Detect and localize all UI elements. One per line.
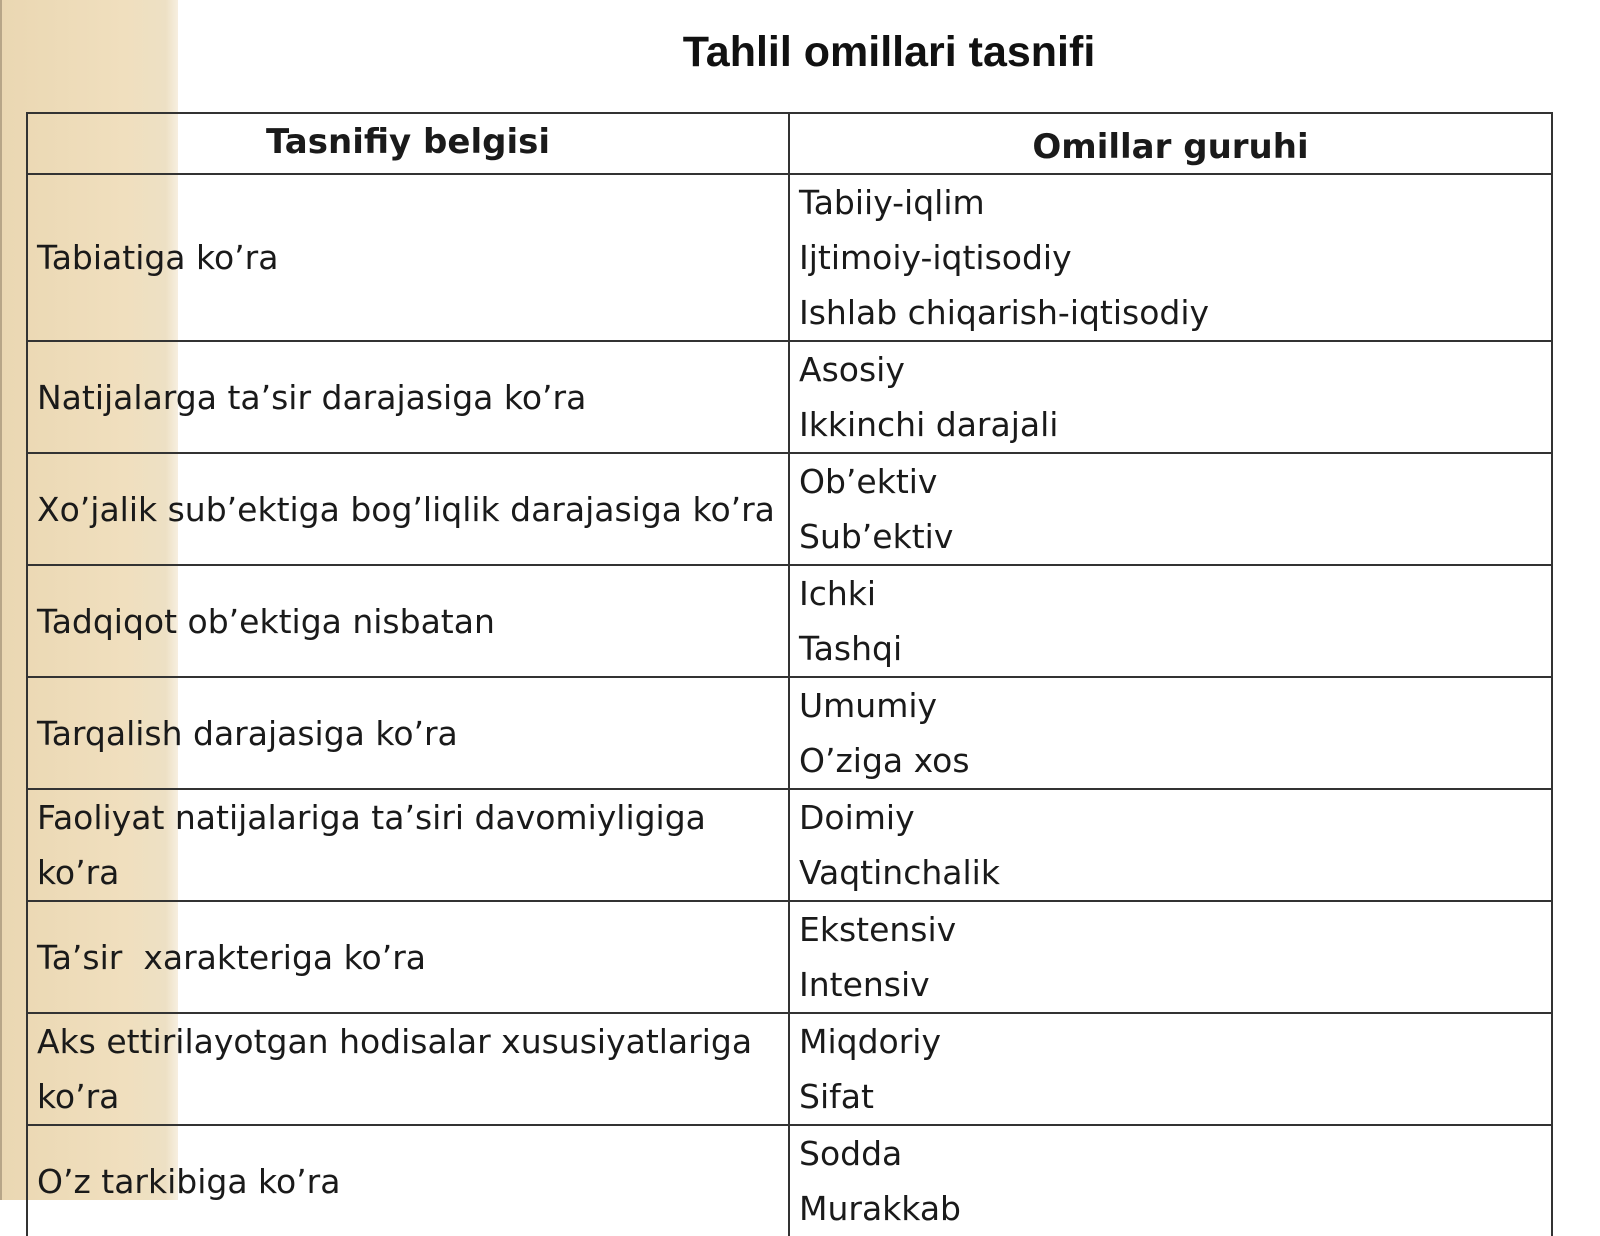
classification-sign-cell: Aks ettirilayotgan hodisalar xususiyatlariga ko’ra xyxy=(27,1013,789,1125)
header-factor-groups: Omillar guruhi xyxy=(789,113,1552,174)
page-title: Tahlil omillari tasnifi xyxy=(682,28,1096,76)
factor-group-item: Ob’ektiv xyxy=(799,462,938,501)
factor-group-item: Ijtimoiy-iqtisodiy xyxy=(799,238,1072,277)
table-row xyxy=(27,453,1552,565)
factor-group-item: Miqdoriy xyxy=(799,1022,941,1061)
factor-group-item: Umumiy xyxy=(799,686,938,725)
factor-group-item: Ishlab chiqarish-iqtisodiy xyxy=(799,293,1210,332)
factor-group-item: Ichki xyxy=(799,574,877,613)
factor-groups-cell xyxy=(789,174,1552,341)
factor-groups-cell xyxy=(789,341,1552,453)
factor-group-item: Intensiv xyxy=(799,965,930,1004)
table-row xyxy=(27,174,1552,341)
factor-group-item: Tashqi xyxy=(799,629,903,668)
factor-groups-cell xyxy=(789,789,1552,901)
factor-group-item: Sodda xyxy=(799,1134,903,1173)
factor-group-item: Ekstensiv xyxy=(799,910,957,949)
table-header-row xyxy=(27,113,1552,174)
classification-table-container xyxy=(26,112,1551,1236)
classification-sign-cell: Xo’jalik sub’ektiga bog’liqlik darajasiga ko’ra xyxy=(27,453,789,565)
factor-group-item: O’ziga xos xyxy=(799,741,970,780)
decorative-strip-edge xyxy=(0,0,2,1200)
factor-group-item: Sub’ektiv xyxy=(799,517,954,556)
factor-groups-cell xyxy=(789,453,1552,565)
factor-group-item: Vaqtinchalik xyxy=(799,853,1000,892)
table-row xyxy=(27,565,1552,677)
classification-sign-cell: O’z tarkibiga ko’ra xyxy=(27,1125,789,1236)
classification-sign-cell: Ta’sir xarakteriga ko’ra xyxy=(27,901,789,1013)
table-row xyxy=(27,1013,1552,1125)
classification-sign-cell: Tabiatiga ko’ra xyxy=(27,174,789,341)
factor-group-item: Tabiiy-iqlim xyxy=(799,183,985,222)
header-classification-sign: Tasnifiy belgisi xyxy=(27,113,789,174)
factor-groups-cell xyxy=(789,565,1552,677)
table-row xyxy=(27,901,1552,1013)
classification-table xyxy=(26,112,1553,1236)
table-row xyxy=(27,341,1552,453)
table-row xyxy=(27,1125,1552,1236)
factor-group-item: Asosiy xyxy=(799,350,905,389)
table-row xyxy=(27,677,1552,789)
factor-groups-cell xyxy=(789,677,1552,789)
table-row xyxy=(27,789,1552,901)
classification-sign-cell: Tadqiqot ob’ektiga nisbatan xyxy=(27,565,789,677)
factor-groups-cell xyxy=(789,901,1552,1013)
factor-group-item: Doimiy xyxy=(799,798,915,837)
factor-group-item: Ikkinchi darajali xyxy=(799,405,1059,444)
factor-groups-cell xyxy=(789,1125,1552,1236)
classification-sign-cell: Faoliyat natijalariga ta’siri davomiyligiga ko’ra xyxy=(27,789,789,901)
factor-groups-cell xyxy=(789,1013,1552,1125)
factor-group-item: Sifat xyxy=(799,1077,874,1116)
classification-sign-cell: Tarqalish darajasiga ko’ra xyxy=(27,677,789,789)
factor-group-item: Murakkab xyxy=(799,1189,961,1228)
classification-sign-cell: Natijalarga ta’sir darajasiga ko’ra xyxy=(27,341,789,453)
